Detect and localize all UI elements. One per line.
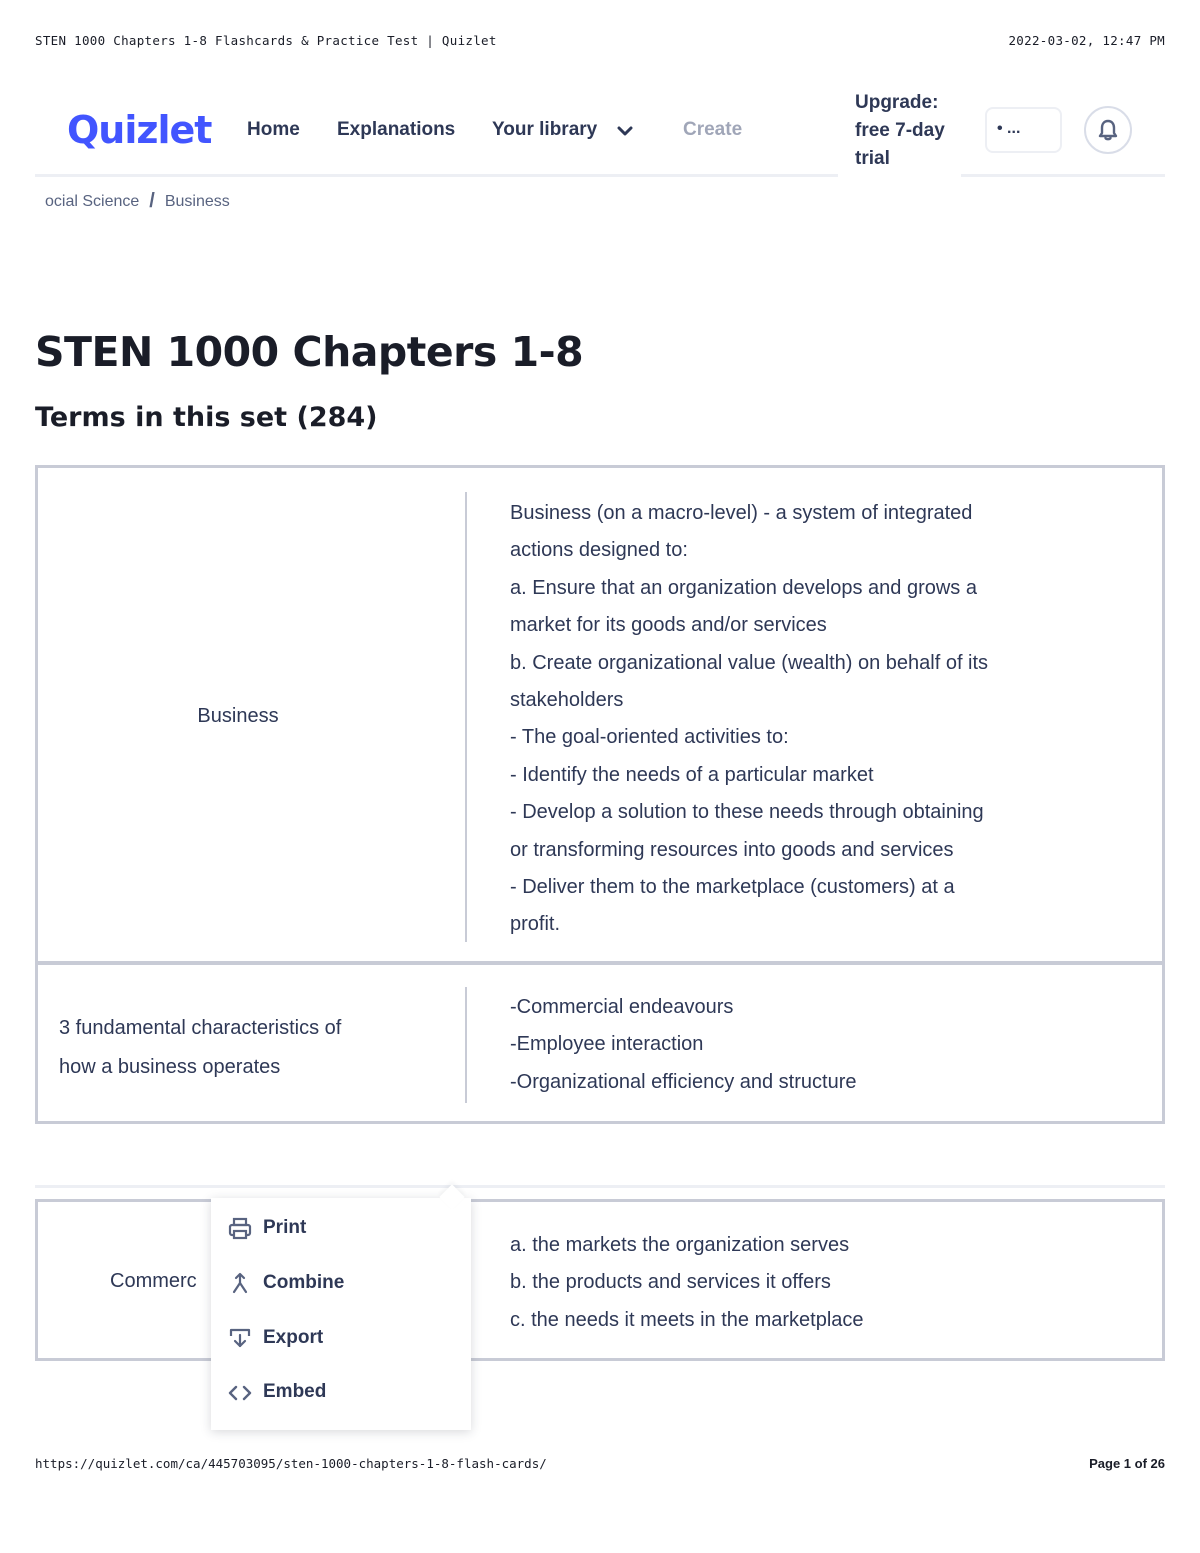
definition-line: -Employee interaction [510,1033,704,1056]
print-footer [35,1456,1165,1474]
definition-line: -Organizational efficiency and structure [510,1070,857,1093]
nav-divider [961,174,1165,177]
quizlet-logo[interactable]: Quizlet [67,108,212,152]
definition-line: b. Create organizational value (wealth) on behalf of its [510,651,989,674]
term-text: Commerc [110,1270,197,1292]
merge-icon [227,1271,253,1297]
definition-line: or transforming resources into goods and services [510,838,954,861]
breadcrumb [45,190,230,213]
print-url: https://quizlet.com/ca/445703095/sten-1000-chapters-1-8-flash-cards/ [35,1456,547,1471]
menu-item-label: Combine [263,1272,345,1293]
chevron-down-icon[interactable] [615,121,635,141]
definition-line: actions designed to: [510,539,688,562]
definition-line: -Commercial endeavours [510,996,734,1018]
definition-cell [510,989,856,1101]
nav-your-library-link[interactable]: Your library [492,119,598,140]
notifications-button[interactable] [1084,106,1132,154]
term-cell [38,965,466,1121]
print-page-number: Page 1 of 26 [1089,1456,1165,1471]
definition-line: c. the needs it meets in the marketplace [510,1308,864,1331]
term-line: 3 fundamental characteristics of [59,1017,342,1039]
term-card [35,465,1165,964]
menu-item-label: Embed [263,1381,327,1402]
print-page-title: STEN 1000 Chapters 1-8 Flashcards & Practice Test | Quizlet [35,33,497,48]
definition-cell [510,495,988,944]
definition-line: profit. [510,913,561,936]
set-options-menu [211,1198,471,1430]
definition-line: - Develop a solution to these needs through obtaining [510,801,984,824]
terms-heading: Terms in this set (284) [35,402,378,433]
definition-line: market for its goods and/or services [510,614,827,637]
definition-line: stakeholders [510,689,624,712]
search-input[interactable]: • ... [985,107,1062,153]
term-text: Business [197,705,279,727]
code-icon [227,1380,253,1406]
print-header [35,33,1165,51]
set-title: STEN 1000 Chapters 1-8 [35,328,584,376]
card-divider [465,492,467,942]
term-text [59,1009,439,1087]
definition-line: - The goal-oriented activities to: [510,726,789,749]
section-divider [35,1185,1165,1188]
breadcrumb-separator: / [149,190,155,212]
term-card [35,1199,1165,1361]
definition-line: - Identify the needs of a particular market [510,763,874,786]
definition-line: - Deliver them to the marketplace (customers) at a [510,876,955,899]
export-icon [227,1326,253,1352]
term-line: how a business operates [59,1056,281,1078]
breadcrumb-item-social-science[interactable]: ocial Science [45,192,140,210]
upgrade-trial-link[interactable]: Upgrade: free 7-day trial [855,92,945,169]
definition-line: b. the products and services it offers [510,1271,831,1294]
nav-create-link[interactable]: Create [683,119,743,140]
definition-cell [510,1227,864,1339]
definition-line: Business (on a macro-level) - a system of integrated [510,502,973,524]
definition-line: a. the markets the organization serves [510,1234,850,1256]
term-cell [38,468,466,961]
menu-item-label: Export [263,1327,324,1348]
printer-icon [227,1216,253,1242]
nav-home-link[interactable]: Home [247,119,300,140]
print-timestamp: 2022-03-02, 12:47 PM [1008,33,1165,48]
term-card [35,962,1165,1124]
nav-divider [35,174,838,177]
popover-arrow [439,1184,464,1209]
top-navigation [35,85,1165,177]
bell-icon [1098,119,1118,141]
nav-explanations-link[interactable]: Explanations [337,119,456,140]
menu-item-label: Print [263,1217,307,1238]
breadcrumb-item-business[interactable]: Business [164,192,230,210]
definition-line: a. Ensure that an organization develops and grows a [510,576,977,599]
card-divider [465,987,467,1103]
